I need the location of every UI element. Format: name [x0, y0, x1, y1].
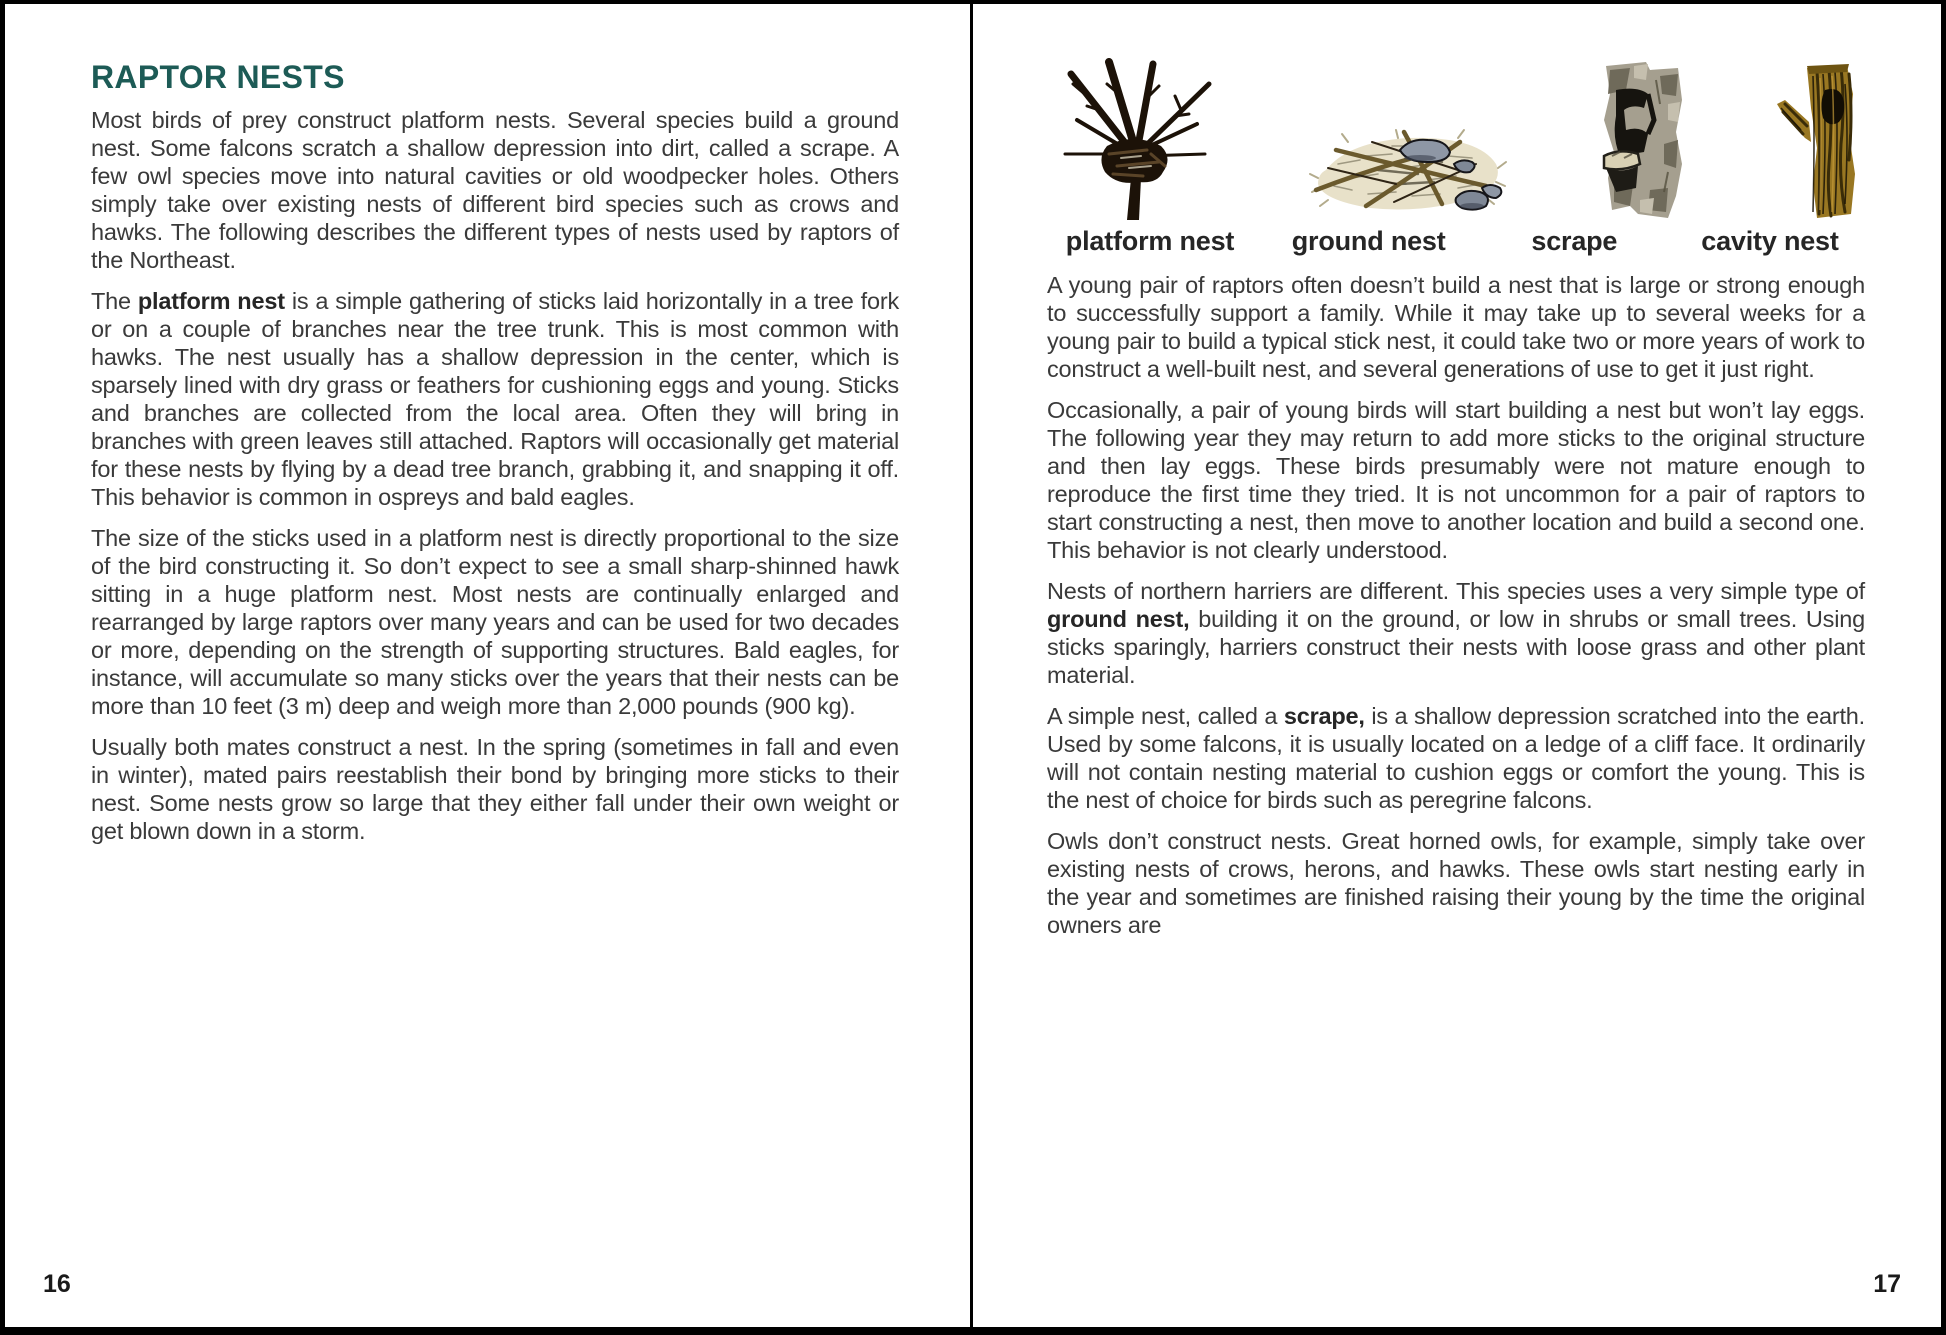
right-text-column — [1047, 271, 1865, 939]
paragraph: Usually both mates construct a nest. In the spring (sometimes in fall and even in winter), mated pairs reestablish their bond by bringing more sticks to their nest. Some nests grow so large that they either fall under their own weight or get blown down in a storm. — [91, 734, 899, 844]
paragraph: Owls don’t construct nests. Great horned owls, for example, simply take over existing nests of crows, herons, and hawks. These owls start nesting early in the year and sometimes are finished raising their young by the time the original owners are — [1047, 828, 1865, 938]
paragraph: Most birds of prey construct platform nests. Several species build a ground nest. Some falcons scratch a shallow depression into dirt, called a scrape. A few owl species move into natural cavities or old woodpecker holes. Others simply take over existing nests of different bird species such as crows and hawks. The following describes the different types of nests used by raptors of the Northeast. — [91, 107, 899, 273]
cavity-nest-illustration — [1773, 64, 1865, 220]
ground-nest-label: ground nest — [1291, 226, 1446, 256]
platform-nest-figure — [1047, 58, 1225, 220]
cavity-nest-label: cavity nest — [1701, 226, 1839, 256]
nest-figure-labels — [1047, 226, 1865, 257]
page-left-content — [91, 59, 899, 858]
ground-nest-figure — [1308, 112, 1508, 220]
paragraph: The size of the sticks used in a platform nest is directly proportional to the size of the bird constructing it. So don’t expect to see a small sharp-shinned hawk sitting in a huge platform nest. Most nests are continually enlarged and rearranged by large raptors over many years and can be used for two decades or more, depending on the strength of supporting structures. Bald eagles, for instance, will accumulate so many sticks over the years that their nests can be more than 10 feet (3 m) deep and weigh more than 2,000 pounds (900 kg). — [91, 525, 899, 719]
page-left — [5, 4, 973, 1327]
page-number-right: 17 — [1873, 1270, 1901, 1298]
page-title: RAPTOR NESTS — [91, 59, 345, 95]
ground-nest-illustration — [1308, 112, 1508, 220]
paragraph: Occasionally, a pair of young birds will start building a nest but won’t lay eggs. The following year they may return to add more sticks to the original structure and then lay eggs. These birds presumably were not mature enough to reproduce the first time they tried. It is not uncommon for a pair of raptors to start constructing a nest, then move to another location and build a second one. This behavior is not clearly understood. — [1047, 397, 1865, 563]
page-number-left: 16 — [43, 1270, 71, 1298]
pages-container — [5, 4, 1941, 1327]
paragraph: The platform nest is a simple gathering of sticks laid horizontally in a tree fork or on a couple of branches near the tree trunk. This is most common with hawks. The nest usually has a shallow depression in the center, which is sparsely lined with dry grass or feathers for cushioning eggs and young. Sticks and branches are collected from the local area. Often they will bring in branches with green leaves still attached. Raptors will occasionally get material for these nests by flying by a dead tree branch, grabbing it, and snapping it off. This behavior is common in ospreys and bald eagles. — [91, 288, 899, 510]
scrape-illustration — [1590, 60, 1690, 220]
scrape-figure — [1590, 60, 1690, 220]
paragraph: Nests of northern harriers are different. This species uses a very simple type of ground nest, building it on the ground, or low in shrubs or small trees. Using sticks sparingly, harriers construct their nests with loose grass and other plant material. — [1047, 578, 1865, 688]
cavity-nest-figure — [1773, 64, 1865, 220]
nest-figures-row — [1047, 52, 1865, 220]
page-right — [973, 4, 1941, 1327]
left-text-column — [91, 106, 899, 845]
platform-nest-illustration — [1047, 58, 1225, 220]
platform-nest-label: platform nest — [1065, 226, 1235, 256]
page-right-content — [1047, 52, 1865, 952]
scrape-label: scrape — [1531, 226, 1618, 256]
paragraph: A simple nest, called a scrape, is a shallow depression scratched into the earth. Used by some falcons, it is usually located on a ledge of a cliff face. It ordinarily will not contain nesting material to cushion eggs or comfort the young. This is the nest of choice for birds such as peregrine falcons. — [1047, 703, 1865, 813]
paragraph: A young pair of raptors often doesn’t build a nest that is large or strong enough to successfully support a family. While it may take up to several weeks for a young pair to build a typical stick nest, it could take two or more years of work to construct a well-built nest, and several generations of use to get it just right. — [1047, 272, 1865, 382]
